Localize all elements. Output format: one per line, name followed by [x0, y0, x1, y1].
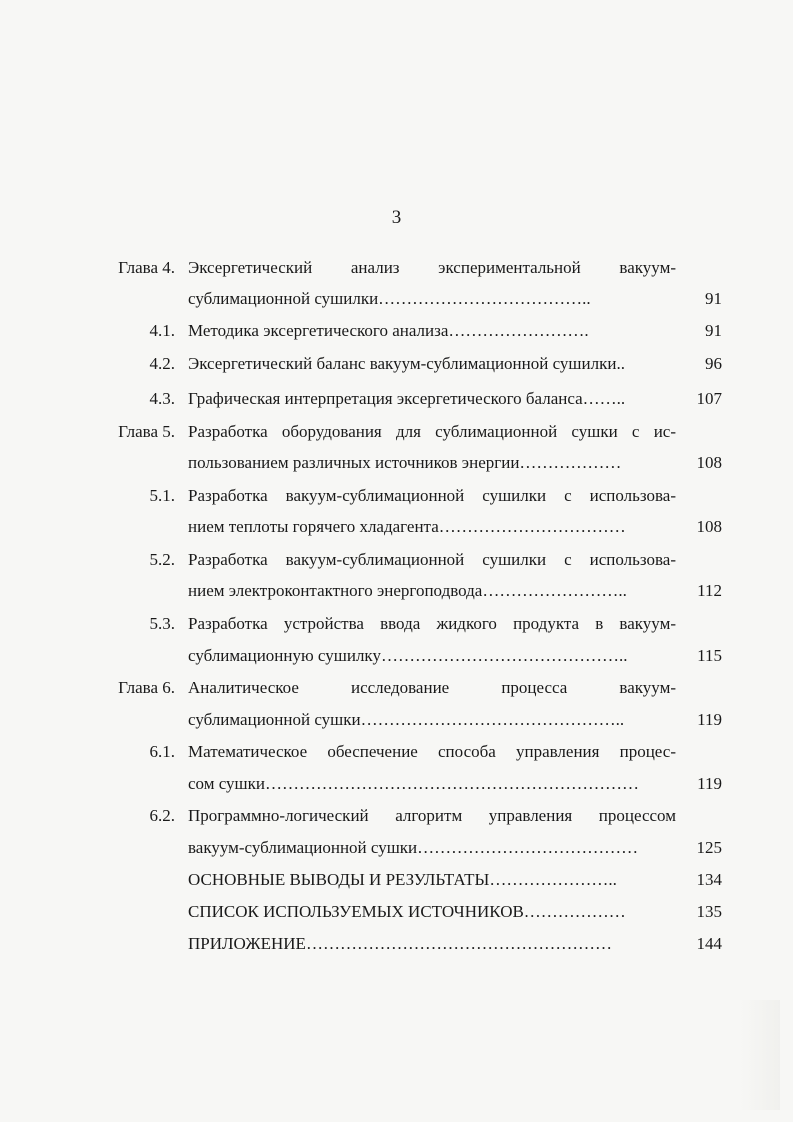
- toc-section-5-3-label: 5.3.: [149, 614, 175, 633]
- toc-appendix-page: 144: [696, 934, 722, 953]
- toc-section-5-2-title-line1: Разработка вакуум-сублимационной сушилки с использова-: [188, 550, 676, 569]
- toc-section-4-2-page: 96: [705, 354, 722, 373]
- toc-section-6-2-label: 6.2.: [149, 806, 175, 825]
- page-number: 3: [391, 207, 402, 228]
- toc-section-4-2-label: 4.2.: [149, 354, 175, 373]
- toc-section-4-1-title: Методика эксергетического анализа…………………….: [188, 321, 589, 340]
- toc-references-title: СПИСОК ИСПОЛЬЗУЕМЫХ ИСТОЧНИКОВ………………: [188, 902, 626, 921]
- toc-section-6-2-title-line2: вакуум-сублимационной сушки…………………………………: [188, 838, 639, 857]
- toc-chapter-5-title-line1: Разработка оборудования для сублимационной сушки с ис-: [188, 422, 676, 441]
- scan-shadow: [740, 1000, 780, 1110]
- toc-conclusions-page: 134: [696, 870, 722, 889]
- toc-appendix-title: ПРИЛОЖЕНИЕ………………………………………………: [188, 934, 612, 953]
- toc-chapter-4-title-line2: сублимационной сушилки………………………………..: [188, 289, 591, 308]
- toc-section-5-3-title-line1: Разработка устройства ввода жидкого продукта в вакуум-: [188, 614, 676, 633]
- toc-section-6-1-label: 6.1.: [149, 742, 175, 761]
- toc-section-4-3-label: 4.3.: [149, 389, 175, 408]
- toc-chapter-4-label: Глава 4.: [118, 258, 175, 277]
- toc-section-4-3-title: Графическая интерпретация эксергетического баланса……..: [188, 389, 626, 408]
- toc-section-5-2-title-line2: нием электроконтактного энергоподвода……………………..: [188, 581, 627, 600]
- toc-section-5-1-label: 5.1.: [149, 486, 175, 505]
- toc-section-5-1-title-line2: нием теплоты горячего хладагента……………………………: [188, 517, 626, 536]
- toc-section-5-1-page: 108: [696, 517, 722, 536]
- toc-section-4-3-page: 107: [696, 389, 722, 408]
- toc-chapter-4-page: 91: [705, 289, 722, 308]
- toc-section-6-1-page: 119: [697, 774, 722, 793]
- toc-chapter-5-page: 108: [696, 453, 722, 472]
- toc-chapter-6-page: 119: [697, 710, 722, 729]
- toc-chapter-5-title-line2: пользованием различных источников энергии………………: [188, 453, 622, 472]
- toc-section-6-1-title-line2: сом сушки…………………………………………………………: [188, 774, 639, 793]
- toc-section-4-2-title: Эксергетический баланс вакуум-сублимационной сушилки..: [188, 354, 625, 373]
- toc-section-6-2-page: 125: [696, 838, 722, 857]
- toc-section-5-3-page: 115: [697, 646, 722, 665]
- toc-chapter-4-title-line1: Эксергетический анализ экспериментальной вакуум-: [188, 258, 676, 277]
- toc-conclusions-title: ОСНОВНЫЕ ВЫВОДЫ И РЕЗУЛЬТАТЫ…………………..: [188, 870, 617, 889]
- toc-chapter-6-label: Глава 6.: [118, 678, 175, 697]
- toc-section-4-1-label: 4.1.: [149, 321, 175, 340]
- toc-chapter-6-title-line1: Аналитическое исследование процесса вакуум-: [188, 678, 676, 697]
- toc-section-5-2-page: 112: [697, 581, 722, 600]
- toc-section-4-1-page: 91: [705, 321, 722, 340]
- toc-section-5-2-label: 5.2.: [149, 550, 175, 569]
- toc-section-6-1-title-line1: Математическое обеспечение способа управления процес-: [188, 742, 676, 761]
- toc-references-page: 135: [696, 902, 722, 921]
- toc-chapter-5-label: Глава 5.: [118, 422, 175, 441]
- toc-section-5-1-title-line1: Разработка вакуум-сублимационной сушилки с использова-: [188, 486, 676, 505]
- toc-section-6-2-title-line1: Программно-логический алгоритм управления процессом: [188, 806, 676, 825]
- toc-section-5-3-title-line2: сублимационную сушилку……………………………………..: [188, 646, 628, 665]
- toc-chapter-6-title-line2: сублимационной сушки………………………………………..: [188, 710, 625, 729]
